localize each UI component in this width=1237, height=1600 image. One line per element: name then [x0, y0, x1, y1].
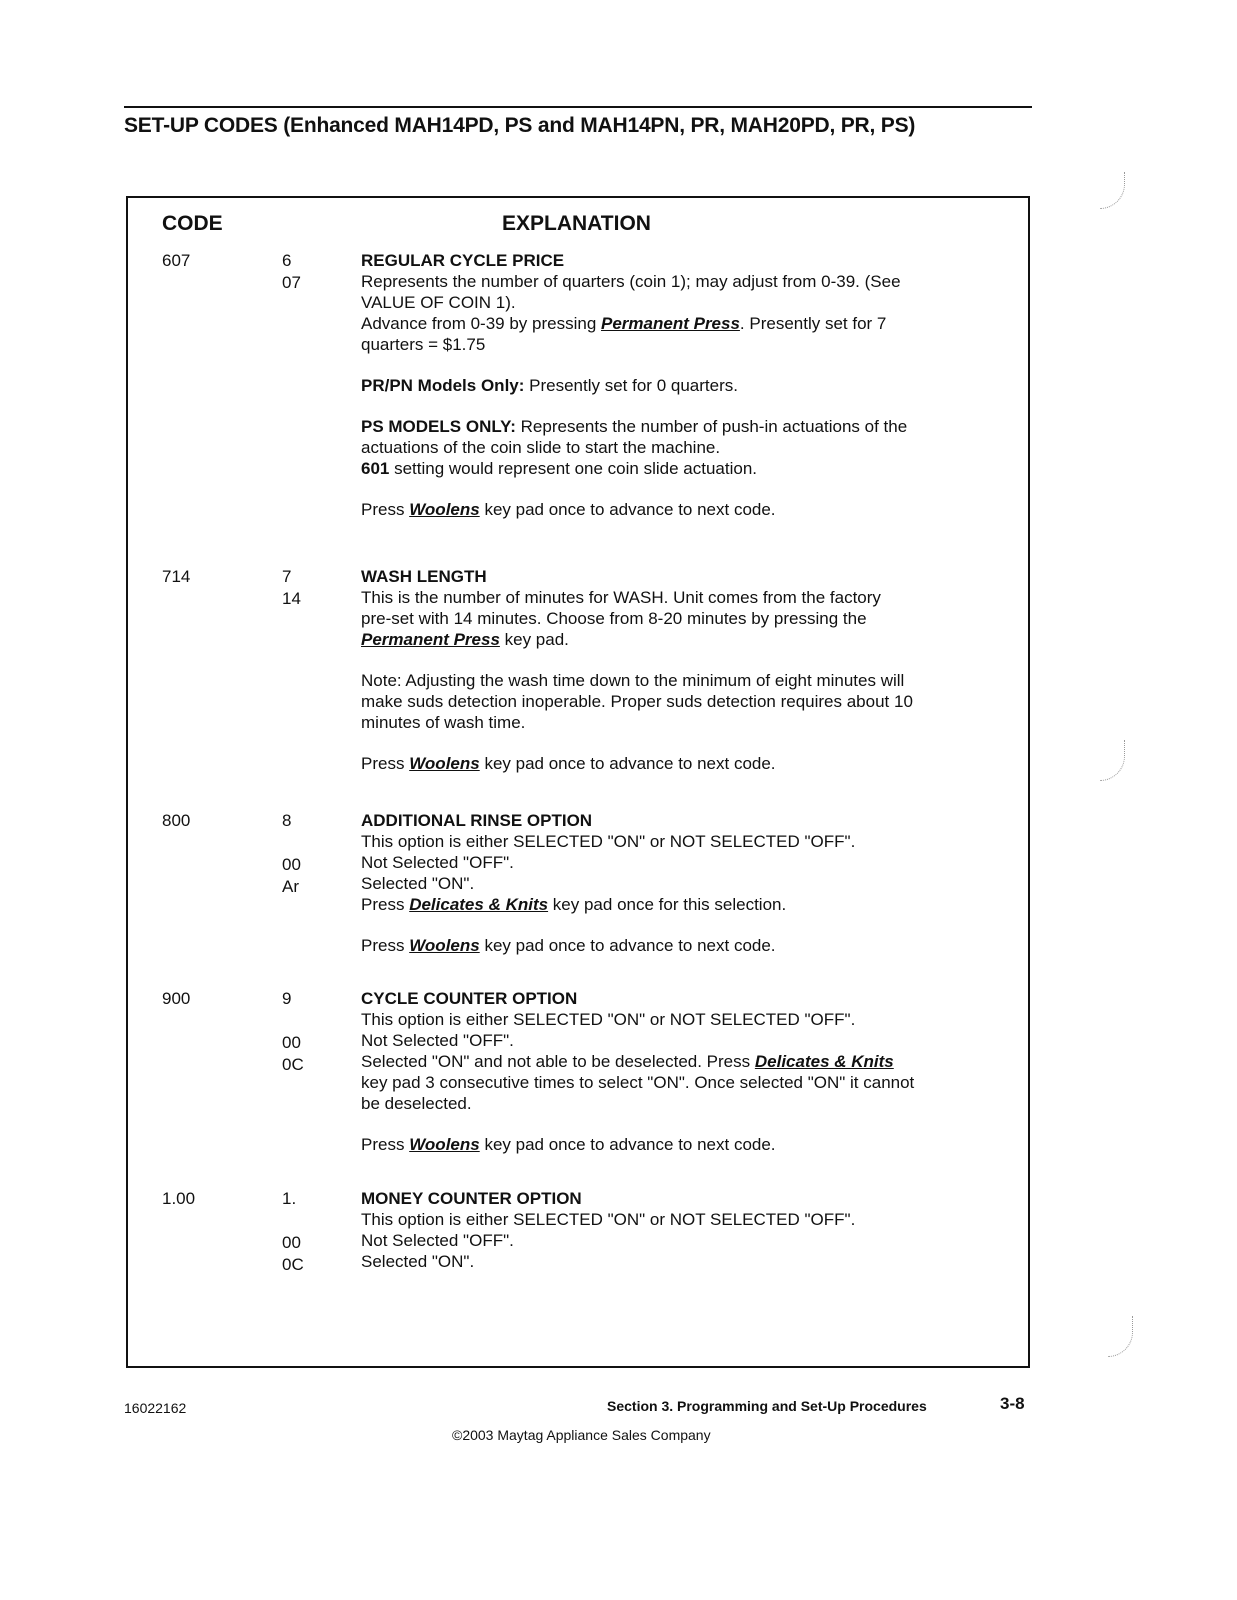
setup-codes-table: [126, 196, 1030, 1368]
digit-line: 6: [282, 251, 292, 270]
hole-punch-mark: [1108, 1316, 1133, 1357]
ps-models-note: PS MODELS ONLY: Represents the number of push-in actuations of the: [361, 417, 908, 436]
digit-line: 00: [282, 1233, 301, 1252]
digit-line: [282, 832, 342, 854]
text-line: Not Selected "OFF".: [361, 1231, 514, 1250]
text-line: Not Selected "OFF".: [361, 853, 514, 872]
code-value: 900: [162, 989, 191, 1008]
key-pad-name: Woolens: [409, 754, 480, 773]
key-pad-name: Permanent Press: [601, 314, 740, 333]
display-digits: [282, 810, 342, 898]
advance-line: Advance from 0-39 by pressing Permanent Press. Presently set for 7: [361, 314, 887, 333]
text-line: This option is either SELECTED "ON" or NOT SELECTED "OFF".: [361, 1210, 856, 1229]
page-title: SET-UP CODES (Enhanced MAH14PD, PS and MAH14PN, PR, MAH20PD, PR, PS): [124, 114, 916, 137]
note-line: make suds detection inoperable. Proper suds detection requires about 10: [361, 692, 913, 711]
page-number: 3-8: [1000, 1394, 1025, 1413]
digit-line: 0C: [282, 1255, 304, 1274]
explanation: [361, 810, 1016, 956]
advance-instruction: Press Woolens key pad once to advance to next code.: [361, 936, 776, 955]
section-heading: MONEY COUNTER OPTION: [361, 1189, 582, 1208]
text-line: pre-set with 14 minutes. Choose from 8-20 minutes by pressing the: [361, 609, 867, 628]
explanation: [361, 566, 1016, 774]
digit-line: 14: [282, 589, 301, 608]
code-value: 607: [162, 251, 191, 270]
text-line: This option is either SELECTED "ON" or NOT SELECTED "OFF".: [361, 1010, 856, 1029]
explanation-column-header: EXPLANATION: [502, 212, 651, 235]
digit-line: 0C: [282, 1055, 304, 1074]
digit-line: [282, 1210, 342, 1232]
note-line: minutes of wash time.: [361, 713, 526, 732]
display-digits: [282, 1188, 342, 1276]
key-pad-name: Woolens: [409, 500, 480, 519]
text-line: quarters = $1.75: [361, 335, 486, 354]
code-value: 714: [162, 567, 191, 586]
section-heading: WASH LENGTH: [361, 567, 487, 586]
text-line: actuations of the coin slide to start the machine.: [361, 438, 721, 457]
select-instruction: Press Delicates & Knits key pad once for this selection.: [361, 895, 787, 914]
text-line: be deselected.: [361, 1094, 472, 1113]
key-pad-name: Permanent Press: [361, 630, 500, 649]
selected-on-line: Selected "ON" and not able to be deselected. Press Delicates & Knits: [361, 1052, 894, 1071]
code-value: 1.00: [162, 1189, 196, 1208]
text-line: This is the number of minutes for WASH. Unit comes from the factory: [361, 588, 881, 607]
code-value: 800: [162, 811, 191, 830]
ps-setting-line: 601 setting would represent one coin slide actuation.: [361, 459, 757, 478]
digit-line: 8: [282, 811, 292, 830]
section-reference: Section 3. Programming and Set-Up Procedures: [607, 1398, 927, 1414]
explanation: [361, 250, 1016, 520]
text-line: VALUE OF COIN 1).: [361, 293, 516, 312]
key-pad-name: Delicates & Knits: [409, 895, 549, 914]
digit-line: 9: [282, 989, 292, 1008]
digit-line: 1.: [282, 1189, 297, 1208]
note-line: Note: Adjusting the wash time down to the minimum of eight minutes will: [361, 671, 905, 690]
advance-instruction: Press Woolens key pad once to advance to next code.: [361, 754, 776, 773]
header-rule: [124, 106, 1032, 108]
text-line: Selected "ON".: [361, 1252, 475, 1271]
text-line: Not Selected "OFF".: [361, 1031, 514, 1050]
text-line: Selected "ON".: [361, 874, 475, 893]
section-heading: REGULAR CYCLE PRICE: [361, 251, 565, 270]
key-pad-name: Woolens: [409, 936, 480, 955]
text-line: This option is either SELECTED "ON" or NOT SELECTED "OFF".: [361, 832, 856, 851]
display-digits: [282, 566, 342, 610]
key-line: Permanent Press key pad.: [361, 630, 569, 649]
digit-line: 00: [282, 855, 301, 874]
advance-instruction: Press Woolens key pad once to advance to next code.: [361, 500, 776, 519]
explanation: [361, 1188, 1016, 1272]
pr-models-note: PR/PN Models Only: Presently set for 0 quarters.: [361, 376, 738, 395]
text-line: key pad 3 consecutive times to select "ON". Once selected "ON" it cannot: [361, 1073, 915, 1092]
hole-punch-mark: [1100, 172, 1125, 209]
document-number: 16022162: [124, 1400, 187, 1416]
text-line: Represents the number of quarters (coin 1); may adjust from 0-39. (See: [361, 272, 901, 291]
digit-line: 7: [282, 567, 292, 586]
advance-instruction: Press Woolens key pad once to advance to next code.: [361, 1135, 776, 1154]
hole-punch-mark: [1100, 740, 1125, 781]
copyright-notice: ©2003 Maytag Appliance Sales Company: [452, 1427, 711, 1443]
digit-line: Ar: [282, 877, 299, 896]
explanation: [361, 988, 1016, 1155]
key-pad-name: Delicates & Knits: [754, 1052, 894, 1071]
page-header: [124, 106, 1032, 138]
digit-line: 07: [282, 273, 301, 292]
digit-line: 00: [282, 1033, 301, 1052]
key-pad-name: Woolens: [409, 1135, 480, 1154]
display-digits: [282, 250, 342, 294]
section-heading: ADDITIONAL RINSE OPTION: [361, 811, 593, 830]
digit-line: [282, 1010, 342, 1032]
code-column-header: CODE: [162, 212, 223, 235]
section-heading: CYCLE COUNTER OPTION: [361, 989, 578, 1008]
display-digits: [282, 988, 342, 1076]
